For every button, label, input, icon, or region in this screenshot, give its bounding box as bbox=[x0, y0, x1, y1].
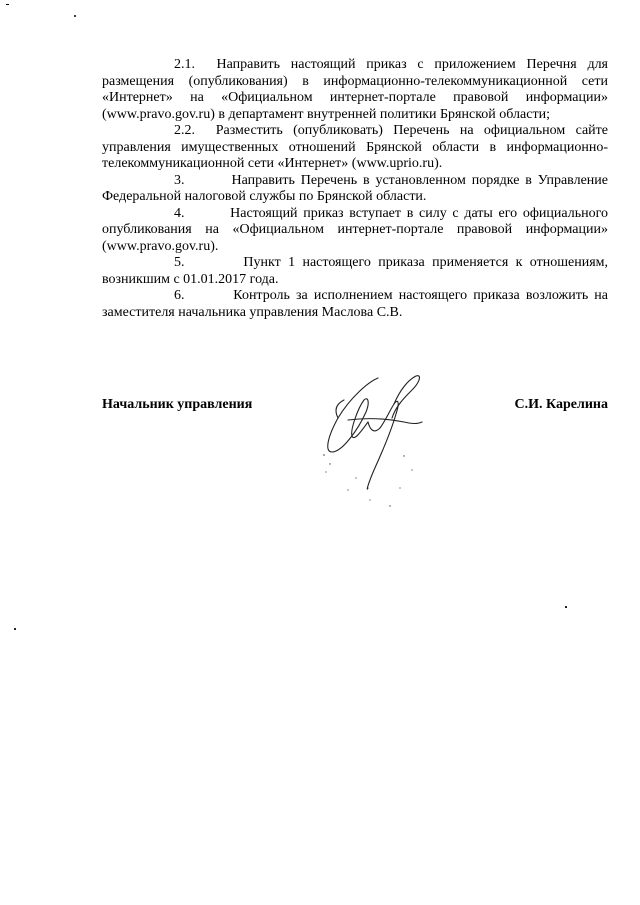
paragraph-number: 5. bbox=[174, 255, 185, 270]
scan-speck bbox=[14, 628, 16, 630]
paragraph-3 bbox=[102, 173, 608, 206]
scan-speck bbox=[74, 15, 76, 17]
paragraph-text: Пункт 1 настоящего приказа применяется к отношениям, возникшим с 01.01.2017 года. bbox=[102, 255, 609, 287]
scan-speck bbox=[565, 606, 567, 608]
paragraph-4 bbox=[102, 206, 608, 256]
paragraph-2-1 bbox=[102, 57, 608, 123]
paragraph-number: 3. bbox=[174, 172, 185, 188]
paragraph-text: Разместить (опубликовать) Перечень на официальном сайте управления имущественных отношений Брянской области в информационно-телекоммуникационной сети «Интернет» (www.uprio.ru). bbox=[102, 123, 609, 171]
paragraph-2-2 bbox=[102, 123, 608, 173]
paragraph-number: 2.1. bbox=[174, 57, 195, 72]
paragraph-text: Направить настоящий приказ с приложением Перечня для размещения (опубликования) в информационно-телекоммуникационной сети «Интернет» на «Официальном интернет-портале правовой информации» (www.pravo.gov.ru) в департамент внутренней политики Брянской области; bbox=[102, 57, 608, 122]
paragraph-number: 4. bbox=[174, 205, 185, 221]
paragraph-6 bbox=[102, 288, 608, 321]
signatory-name: С.И. Карелина bbox=[514, 397, 608, 412]
paragraph-text: Направить Перечень в установленном порядке в Управление Федеральной налоговой службы по Брянской области. bbox=[102, 172, 609, 204]
signatory-position: Начальник управления bbox=[102, 397, 253, 412]
scan-speck bbox=[6, 4, 9, 5]
order-body bbox=[102, 57, 608, 321]
paragraph-text: Настоящий приказ вступает в силу с даты его официального опубликования на «Официальном интернет-портале правовой информации» (www.pravo.gov.ru). bbox=[102, 205, 608, 254]
paragraph-5 bbox=[102, 255, 608, 288]
paragraph-text: Контроль за исполнением настоящего приказа возложить на заместителя начальника управления Маслова С.В. bbox=[102, 288, 609, 320]
handwritten-signature bbox=[308, 360, 438, 515]
paragraph-number: 6. bbox=[174, 288, 185, 303]
paragraph-number: 2.2. bbox=[174, 123, 195, 138]
